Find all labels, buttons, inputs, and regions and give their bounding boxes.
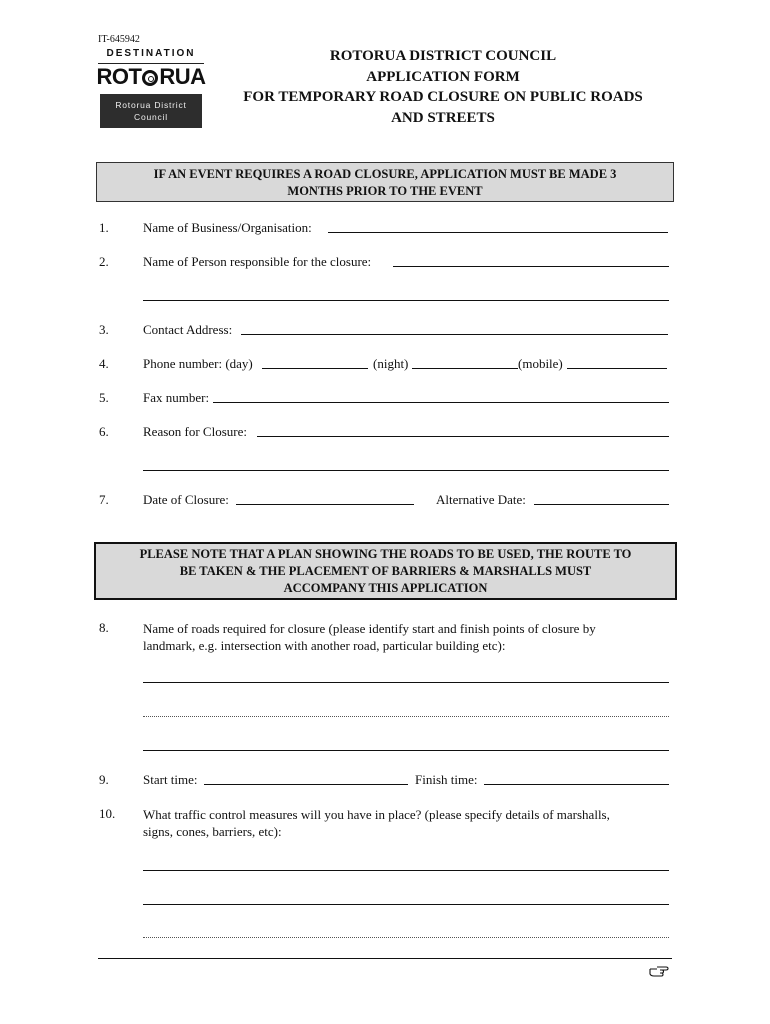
field-4-label-mobile: (mobile) [518,356,563,371]
field-2-number: 2. [99,254,109,269]
road-names-field-line1[interactable] [143,682,669,683]
contact-address-field[interactable] [241,334,668,335]
field-6-number: 6. [99,424,109,439]
field-6-label: Reason for Closure: [143,424,247,439]
logo-o-icon [142,70,158,86]
field-5-label: Fax number: [143,390,210,405]
field-9-label-finish: Finish time: [415,772,478,787]
field-4-number: 4. [99,356,109,371]
field-4-label-day: Phone number: (day) [143,356,253,371]
title-line-3: FOR TEMPORARY ROAD CLOSURE ON PUBLIC ROADS [243,89,643,105]
phone-day-field[interactable] [262,368,368,369]
field-8-number: 8. [99,620,109,635]
field-7-label-alt: Alternative Date: [436,492,526,507]
closure-reason-field-line2[interactable] [143,470,669,471]
field-10-text [143,806,673,840]
field-3-label: Contact Address: [143,322,233,337]
notice2-line1: PLEASE NOTE THAT A PLAN SHOWING THE ROADS TO BE USED, THE ROUTE TO [139,547,632,561]
field-8-text [143,620,673,654]
business-name-field[interactable] [328,232,668,233]
field-7-number: 7. [99,492,109,507]
start-time-field[interactable] [204,784,408,785]
field-10-text-line1: What traffic control measures will you have in place? (please specify details of marshalls, [143,807,610,822]
traffic-control-field-line3[interactable] [143,937,669,938]
traffic-control-field-line2[interactable] [143,904,669,905]
alternative-date-field[interactable] [534,504,669,505]
field-9-label-start: Start time: [143,772,198,787]
logo-destination-text: DESTINATION [106,48,196,59]
council-logo [96,48,206,130]
field-10-number: 10. [99,806,116,821]
notice1-line1: IF AN EVENT REQUIRES A ROAD CLOSURE, APPLICATION MUST BE MADE 3 [153,167,617,181]
road-names-field-line2[interactable] [143,716,669,717]
title-line-2: APPLICATION FORM [366,68,520,85]
responsible-person-field-line2[interactable] [143,300,669,301]
logo-council-box [100,94,202,128]
notice1-line2: MONTHS PRIOR TO THE EVENT [287,184,483,198]
notice-application-timing [96,162,674,202]
traffic-control-field-line1[interactable] [143,870,669,871]
field-7-label: Date of Closure: [143,492,229,507]
field-8-text-line1: Name of roads required for closure (please identify start and finish points of closure by [143,621,596,636]
field-10-text-line2: signs, cones, barriers, etc): [143,824,282,839]
field-1-label: Name of Business/Organisation: [143,220,312,235]
finish-time-field[interactable] [484,784,669,785]
logo-wordmark-right: RUA [159,64,206,89]
title-line-1: ROTORUA DISTRICT COUNCIL [329,48,557,64]
field-9-number: 9. [99,772,109,787]
form-title [200,46,686,128]
closure-date-field[interactable] [236,504,414,505]
notice-plan-required [94,542,677,600]
field-5-number: 5. [99,390,109,405]
field-2-label: Name of Person responsible for the closure: [143,254,372,269]
field-8-text-line2: landmark, e.g. intersection with another road, particular building etc): [143,638,506,653]
field-1-number: 1. [99,220,109,235]
road-names-field-line3[interactable] [143,750,669,751]
notice2-line3: ACCOMPANY THIS APPLICATION [283,581,488,595]
notice2-line2: BE TAKEN & THE PLACEMENT OF BARRIERS & MARSHALLS MUST [179,564,592,578]
closure-reason-field[interactable] [257,436,669,437]
title-line-4: AND STREETS [391,109,495,126]
document-id: IT-645942 [98,34,140,45]
logo-box-line1: Rotorua District [115,100,187,110]
phone-mobile-field[interactable] [567,368,667,369]
footer-rule [98,958,672,959]
logo-box-line2: Council [134,112,168,122]
logo-wordmark [96,64,206,90]
field-3-number: 3. [99,322,109,337]
field-4-label-night: (night) [373,356,409,371]
fax-number-field[interactable] [213,402,669,403]
pointing-hand-icon [649,964,669,978]
logo-wordmark-left: ROT [96,64,142,89]
phone-night-field[interactable] [412,368,518,369]
responsible-person-field[interactable] [393,266,669,267]
